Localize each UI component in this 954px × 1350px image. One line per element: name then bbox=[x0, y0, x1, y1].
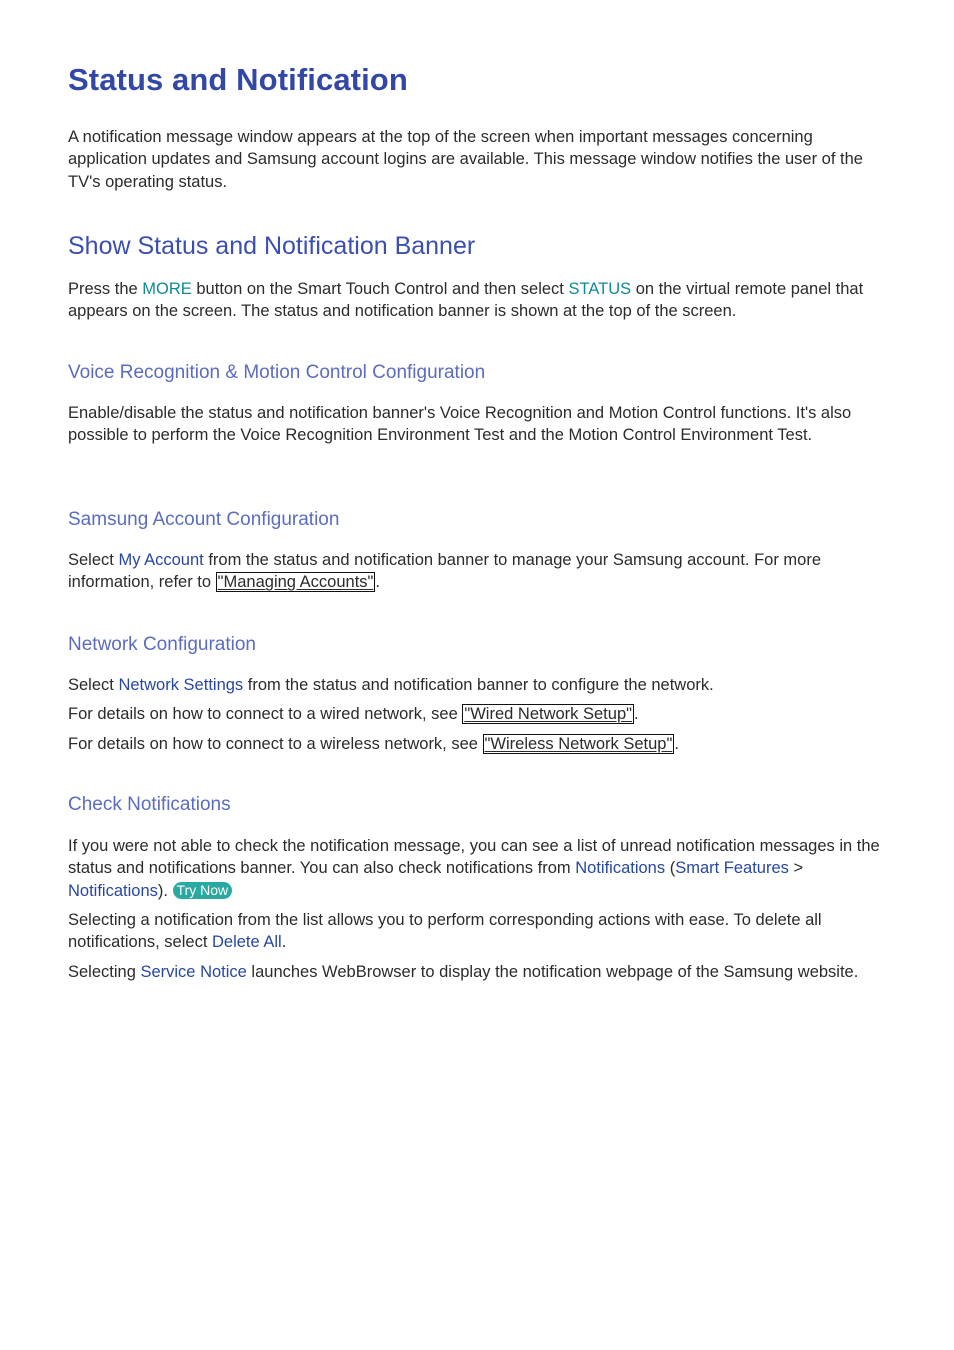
network-settings-keyword: Network Settings bbox=[118, 676, 244, 694]
smart-features-keyword: Smart Features bbox=[675, 859, 789, 878]
managing-accounts-link[interactable]: "Managing Accounts" bbox=[217, 573, 374, 592]
notifications-keyword: Notifications bbox=[575, 859, 666, 878]
text-run: Selecting bbox=[68, 963, 141, 981]
wireless-network-paragraph bbox=[68, 733, 888, 755]
text-run: launches WebBrowser to display the notification webpage of the Samsung website. bbox=[246, 963, 859, 981]
network-settings-paragraph bbox=[68, 674, 888, 696]
text-run: Selecting a notification from the list allows you to perform corresponding actions with ease. To delete all notifications, select bbox=[68, 911, 822, 952]
delete-all-keyword: Delete All bbox=[212, 933, 282, 952]
text-run: . bbox=[375, 573, 380, 592]
section-heading-samsung-account: Samsung Account Configuration bbox=[68, 509, 340, 530]
delete-notifications-paragraph bbox=[68, 909, 888, 954]
text-run: button on the Smart Touch Control and then select bbox=[191, 280, 569, 298]
section-heading-check-notifications: Check Notifications bbox=[68, 794, 231, 815]
text-run: from the status and notification banner to configure the network. bbox=[243, 676, 714, 694]
wired-network-paragraph bbox=[68, 703, 888, 725]
check-notifications-paragraph bbox=[68, 835, 888, 902]
show-status-paragraph bbox=[68, 278, 888, 323]
samsung-account-paragraph bbox=[68, 549, 888, 594]
service-notice-keyword: Service Notice bbox=[140, 963, 247, 981]
text-run: . bbox=[281, 933, 287, 952]
text-run: . bbox=[633, 705, 639, 723]
service-notice-paragraph bbox=[68, 961, 888, 983]
section-heading-voice-motion: Voice Recognition & Motion Control Configuration bbox=[68, 362, 486, 383]
intro-paragraph: A notification message window appears at the top of the screen when important messages concerning application updates and Samsung account logins are available. This message window notifies the user of the TV's operating status. bbox=[68, 128, 863, 191]
text-run: Select bbox=[68, 551, 119, 569]
notifications-menu-keyword: Notifications bbox=[68, 881, 158, 900]
try-now-button[interactable]: Try Now bbox=[173, 882, 233, 899]
text-run: > bbox=[788, 859, 804, 878]
text-run: from the status and notification banner to manage your Samsung account. For more information, refer to bbox=[68, 551, 822, 592]
text-run: on the virtual remote panel that appears on the screen. The status and notification banner is shown at the top of the screen. bbox=[68, 280, 864, 321]
text-run: Press the bbox=[68, 280, 143, 298]
page-title: Status and Notification bbox=[68, 62, 408, 97]
text-run: ). bbox=[157, 881, 173, 900]
wireless-network-setup-link[interactable]: "Wireless Network Setup" bbox=[484, 735, 673, 753]
text-run: For details on how to connect to a wired network, see bbox=[68, 705, 463, 723]
text-run: Select bbox=[68, 676, 119, 694]
status-keyword: STATUS bbox=[568, 280, 632, 298]
section-heading-show-status: Show Status and Notification Banner bbox=[68, 232, 476, 260]
text-run: For details on how to connect to a wireless network, see bbox=[68, 735, 483, 753]
voice-motion-paragraph: Enable/disable the status and notification banner's Voice Recognition and Motion Control functions. It's also possible to perform the Voice Recognition Environment Test and the Motion Control Environment Test. bbox=[68, 404, 852, 445]
text-run: If you were not able to check the notification message, you can see a list of unread notification messages in the status and notifications banner. You can also check notifications from bbox=[68, 837, 880, 878]
section-heading-network: Network Configuration bbox=[68, 634, 256, 655]
text-run: ( bbox=[665, 859, 676, 878]
text-run: . bbox=[674, 735, 679, 753]
my-account-keyword: My Account bbox=[118, 551, 204, 569]
more-button-keyword: MORE bbox=[142, 280, 192, 298]
wired-network-setup-link[interactable]: "Wired Network Setup" bbox=[464, 705, 632, 723]
